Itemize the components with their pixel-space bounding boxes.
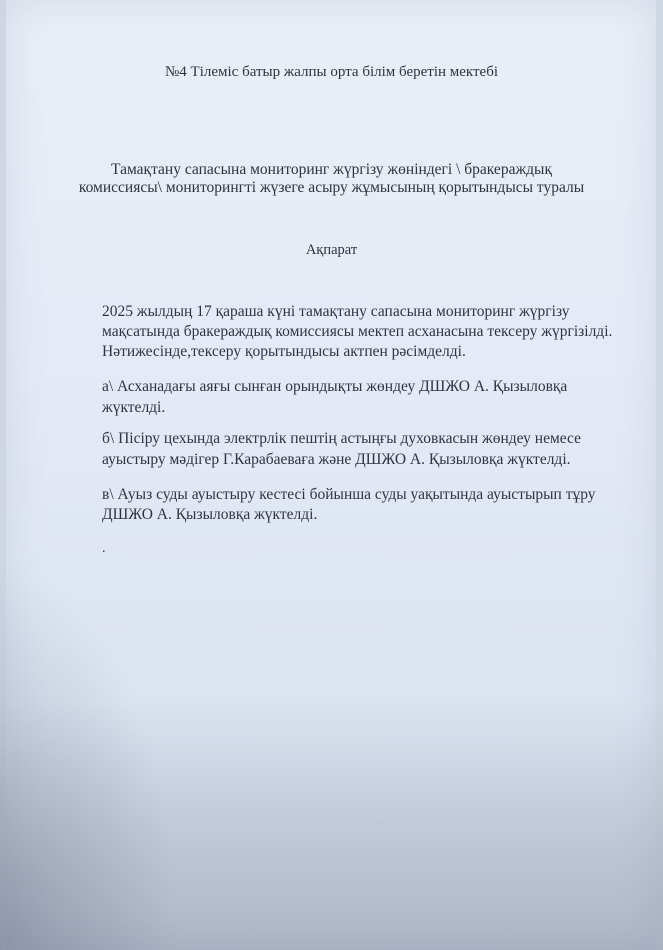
paragraph-4-line-2: ДШЖО А. Қызыловқа жүктелді. — [102, 506, 318, 523]
paragraph-3-line-2: ауыстыру мәдігер Г.Карабаеваға және ДШЖО А. Қызыловқа жүктелді. — [102, 451, 571, 468]
paragraph-4-line-1: в\ Ауыз суды ауыстыру кестесі бойынша суды уақытында ауыстырып тұру — [102, 486, 596, 503]
paragraph-1-line-1: 2025 жылдың 17 қараша күні тамақтану сапасына мониторинг жүргізу — [102, 303, 570, 320]
paragraph-3-line-1: б\ Пісіру цехында электрлік пештің астыңғы духовкасын жөндеу немесе — [102, 430, 581, 447]
document-type-title: Ақпарат — [305, 242, 358, 258]
paragraph-2-line-1: а\ Асханадағы аяғы сынған орындықты жөндеу ДШЖО А. Қызыловқа — [102, 378, 568, 395]
subject-line-2: комиссиясы\ мониторингті жүзеге асыру жұмысының қорытындысы туралы — [78, 179, 585, 196]
paragraph-2-line-2: жүктелді. — [102, 399, 166, 416]
school-name: №4 Тілеміс батыр жалпы орта білім беретін мектебі — [164, 64, 499, 80]
paragraph-1-line-3: Нәтижесінде,тексеру қорытындысы актпен рәсімделді. — [102, 343, 466, 360]
trailing-mark: . — [102, 541, 106, 556]
subject-line-1: Тамақтану сапасына мониторинг жүргізу жөніндегі \ бракераждық — [111, 161, 552, 178]
paper-sheet — [6, 0, 656, 950]
paragraph-1-line-2: мақсатында бракераждық комиссиясы мектеп асханасына тексеру жүргізілді. — [102, 323, 613, 340]
